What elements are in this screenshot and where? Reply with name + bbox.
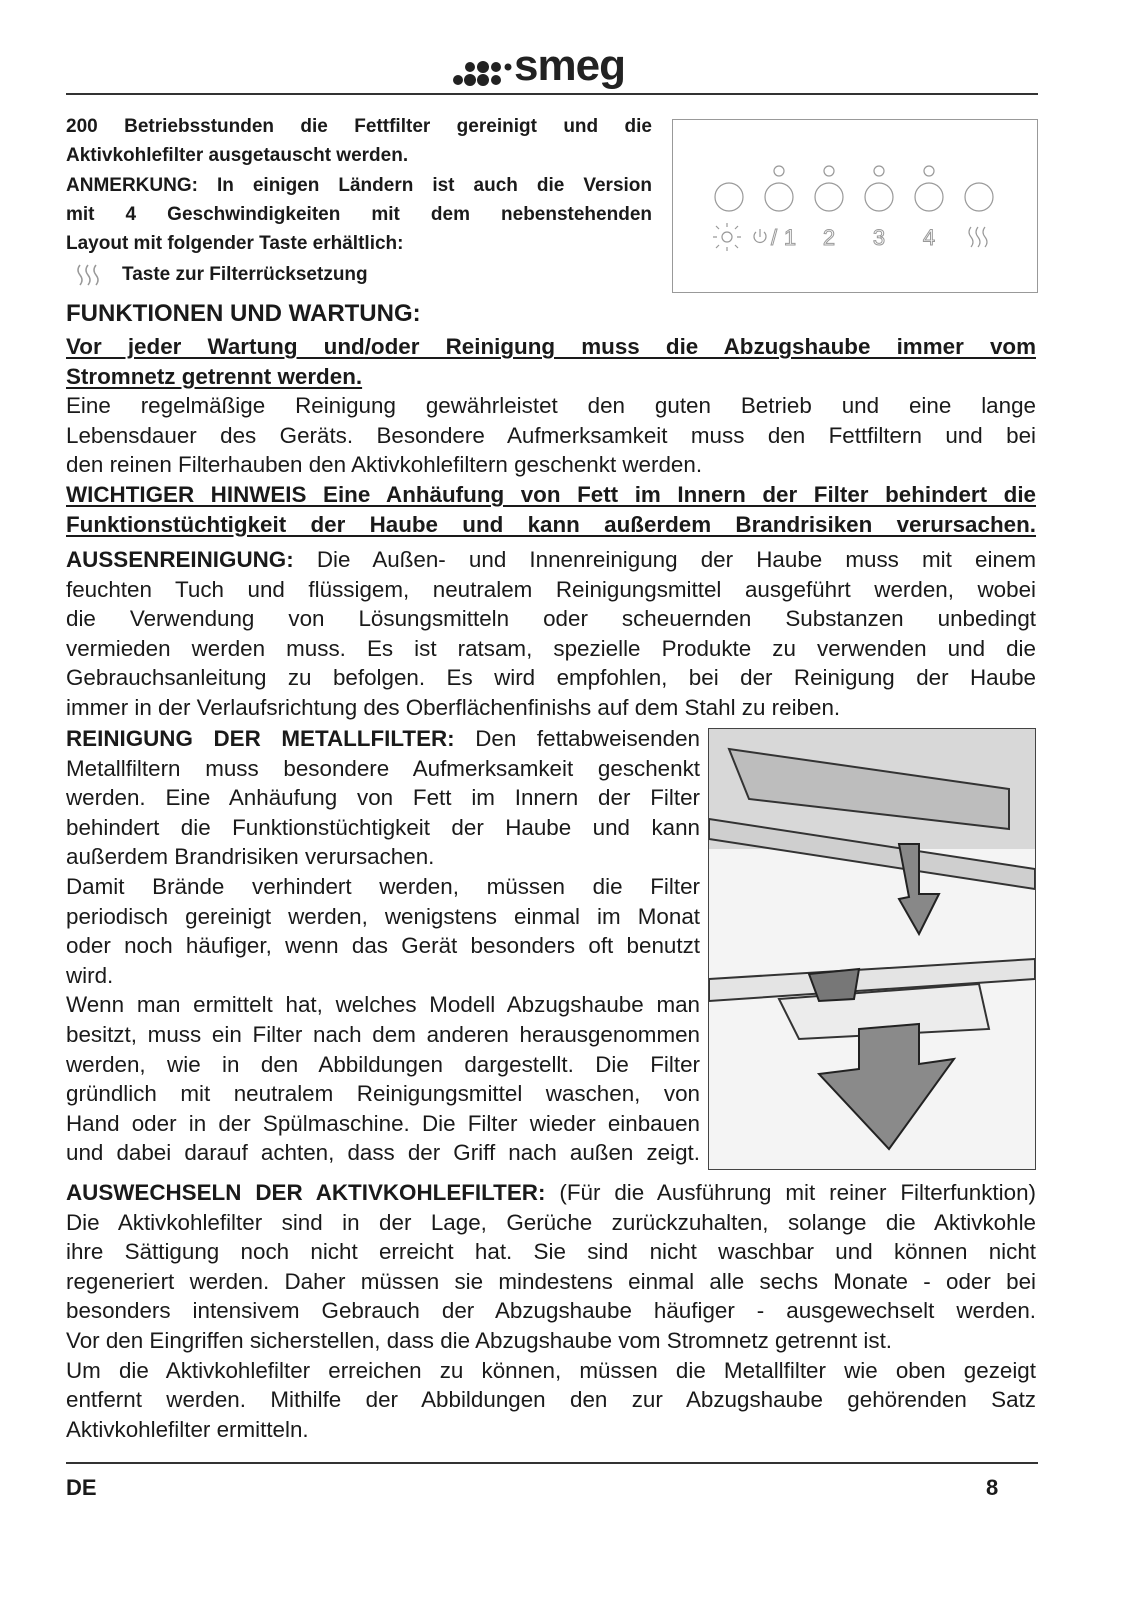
text-run: außerdem Brandrisiken verursachen. — [66, 844, 435, 870]
text-run: Hand oder in der Spülmaschine. Die Filter wieder einbauen — [66, 1110, 700, 1136]
text-line — [66, 931, 700, 961]
text-run: die Verwendung von Lösungsmitteln oder scheuernden Substanzen unbedingt — [66, 606, 1036, 632]
text-line — [66, 990, 700, 1020]
paragraph-block — [66, 1178, 1036, 1444]
text-run: oder noch häufiger, wenn das Gerät besonders oft benutzt — [66, 933, 700, 959]
bold-text: REINIGUNG DER METALLFILTER: — [66, 726, 455, 751]
text-run: Den fettabweisenden — [454, 726, 700, 751]
footer-language: DE — [66, 1475, 97, 1500]
text-run: Die Außen- und Innenreinigung der Haube muss mit einem — [293, 547, 1036, 572]
smeg-logo — [452, 41, 625, 90]
text-run: Um die Aktivkohlefilter erreichen zu können, müssen die Metallfilter wie oben gezeigt — [66, 1357, 1036, 1383]
text-line — [66, 1178, 1036, 1208]
text-run: gründlich mit neutralem Reinigungsmittel waschen, von — [66, 1081, 700, 1107]
text-line — [66, 200, 652, 229]
bold-text: AUSWECHSELN DER AKTIVKOHLEFILTER: — [66, 1180, 546, 1205]
text-line — [66, 604, 1036, 634]
text-line — [66, 391, 1036, 421]
text-line — [66, 961, 700, 991]
text-line — [66, 1267, 1036, 1297]
filter-reset-label: Taste zur Filterrücksetzung — [122, 264, 368, 286]
text-run: Wenn man ermittelt hat, welches Modell Abzugshaube man — [66, 992, 700, 1018]
text-run: Vor den Eingriffen sicherstellen, dass die Abzugshaube vom Stromnetz getrennt ist. — [66, 1327, 893, 1353]
text-run: 200 Betriebsstunden die Fettfilter gereinigt und die — [66, 116, 652, 137]
header-rule — [66, 93, 1038, 95]
speed4-button — [915, 183, 943, 211]
led-3 — [874, 166, 884, 176]
text-run: besitzt, muss ein Filter nach dem anderen herausgenommen — [66, 1021, 700, 1047]
bold-text: WICHTIGER HINWEIS Eine Anhäufung von Fett im Innern der Filter behindert die — [66, 481, 1036, 507]
speed-label-3: 3 — [872, 225, 886, 250]
filter-reset-note — [66, 260, 652, 289]
text-run: werden, wie in den Abbildungen dargestellt. Die Filter — [66, 1051, 700, 1077]
text-line — [66, 1208, 1036, 1238]
led-1 — [774, 166, 784, 176]
text-line — [66, 1138, 700, 1168]
filter-reset-button — [965, 183, 993, 211]
text-run: feuchten Tuch und flüssigem, neutralem Reinigungsmittel ausgeführt werden, wobei — [66, 576, 1036, 602]
power-speed1-button — [765, 183, 793, 211]
text-line — [66, 724, 700, 754]
filter-icon-panel — [969, 227, 987, 247]
text-run: regeneriert werden. Daher müssen sie mindestens einmal alle sechs Monate - oder bei — [66, 1268, 1036, 1294]
text-run: wird. — [66, 962, 114, 988]
text-line — [66, 783, 700, 813]
text-line — [66, 1020, 700, 1050]
text-line — [66, 1079, 700, 1109]
text-run: Die Aktivkohlefilter sind in der Lage, Gerüche zurückzuhalten, solange die Aktivkohle — [66, 1209, 1036, 1235]
footer-rule — [66, 1462, 1038, 1464]
text-line — [66, 1356, 1036, 1386]
metal-filter-removal-illustration — [708, 728, 1036, 1170]
text-line — [66, 141, 652, 170]
text-line — [66, 1050, 700, 1080]
text-run: behindert die Funktionstüchtigkeit der Haube und kann — [66, 814, 700, 840]
text-line — [66, 171, 652, 200]
text-run: Layout mit folgender Taste erhältlich: — [66, 233, 404, 255]
paragraph-block — [66, 724, 700, 1168]
control-panel-diagram — [672, 119, 1038, 293]
text-run: entfernt werden. Mithilfe der Abbildungen den zur Abzugshaube gehörenden Satz — [66, 1387, 1036, 1413]
text-line — [66, 902, 700, 932]
logo-dots-icon — [452, 52, 514, 88]
text-run: vermieden werden muss. Es ist ratsam, spezielle Produkte zu verwenden und die — [66, 635, 1036, 661]
speed2-button — [815, 183, 843, 211]
text-line — [66, 1109, 700, 1139]
speed-label-4: 4 — [922, 225, 936, 250]
text-run: besonders intensivem Gebrauch der Abzugshaube häufiger - ausgewechselt werden. — [66, 1298, 1036, 1324]
text-line — [66, 693, 1036, 723]
text-run: Gebrauchsanleitung zu befolgen. Es wird empfohlen, bei der Reinigung der Haube — [66, 665, 1036, 691]
intro-note — [66, 112, 652, 290]
speed-label-2: 2 — [822, 225, 836, 250]
light-button — [715, 183, 743, 211]
speed-label-1: 1 — [783, 225, 797, 250]
text-run: Eine regelmäßige Reinigung gewährleistet den guten Betrieb und eine lange — [66, 393, 1036, 419]
text-line — [66, 480, 1036, 510]
text-run: ANMERKUNG: In einigen Ländern ist auch die Version — [66, 174, 652, 196]
text-line — [66, 663, 1036, 693]
power-icon — [754, 229, 766, 242]
light-icon — [713, 223, 741, 251]
text-line — [66, 872, 700, 902]
text-line — [66, 510, 1036, 540]
text-run: periodisch gereinigt werden, wenigstens einmal im Monat — [66, 903, 700, 929]
text-run: immer in der Verlaufsrichtung des Oberflächenfinishs auf dem Stahl zu reiben. — [66, 694, 841, 720]
text-run: den reinen Filterhauben den Aktivkohlefiltern geschenkt werden. — [66, 452, 703, 478]
text-line — [66, 1326, 1036, 1356]
led-4 — [924, 166, 934, 176]
text-line — [66, 1237, 1036, 1267]
power-slash: / — [770, 225, 778, 250]
paragraph-block — [66, 332, 1036, 539]
text-run: Lebensdauer des Geräts. Besondere Aufmerksamkeit muss den Fettfiltern und bei — [66, 422, 1036, 448]
text-run: Aktivkohlefilter ermitteln. — [66, 1416, 309, 1442]
text-line — [66, 362, 1036, 392]
bold-text: Funktionstüchtigkeit der Haube und kann außerdem Brandrisiken verursachen. — [66, 511, 1036, 537]
text-line — [66, 1385, 1036, 1415]
text-line — [66, 545, 1036, 575]
paragraph-block — [66, 545, 1036, 723]
text-run: werden. Eine Anhäufung von Fett im Innern der Filter — [66, 785, 700, 811]
led-2 — [824, 166, 834, 176]
text-line — [66, 332, 1036, 362]
text-line — [66, 754, 700, 784]
text-run: und dabei darauf achten, dass der Griff nach außen zeigt. — [66, 1140, 700, 1166]
text-line — [66, 229, 652, 258]
down-arrow-large-icon — [819, 1024, 954, 1149]
text-line — [66, 1415, 1036, 1445]
text-line — [66, 421, 1036, 451]
text-run: Damit Brände verhindert werden, müssen die Filter — [66, 873, 700, 899]
filter-reset-icon — [74, 263, 114, 287]
bold-text: Stromnetz getrennt werden. — [66, 363, 363, 389]
text-run: (Für die Ausführung mit reiner Filterfunktion) — [545, 1180, 1036, 1205]
text-run: Aktivkohlefilter ausgetauscht werden. — [66, 145, 409, 167]
text-line — [66, 1296, 1036, 1326]
text-line — [66, 450, 1036, 480]
text-line — [66, 575, 1036, 605]
text-run: mit 4 Geschwindigkeiten mit dem nebenstehenden — [66, 203, 652, 225]
text-line — [66, 634, 1036, 664]
page-number: 8 — [986, 1475, 999, 1500]
speed3-button — [865, 183, 893, 211]
text-run: ihre Sättigung noch nicht erreicht hat. Sie sind nicht waschbar und können nicht — [66, 1239, 1036, 1265]
bold-text: AUSSENREINIGUNG: — [66, 547, 294, 572]
section-heading: FUNKTIONEN UND WARTUNG: — [66, 300, 421, 327]
text-run: Metallfiltern muss besondere Aufmerksamkeit geschenkt — [66, 755, 700, 781]
bold-text: Vor jeder Wartung und/oder Reinigung muss die Abzugshaube immer vom — [66, 334, 1036, 359]
logo-text: smeg — [514, 41, 625, 90]
text-line — [66, 813, 700, 843]
text-line — [66, 112, 652, 141]
text-line — [66, 842, 700, 872]
